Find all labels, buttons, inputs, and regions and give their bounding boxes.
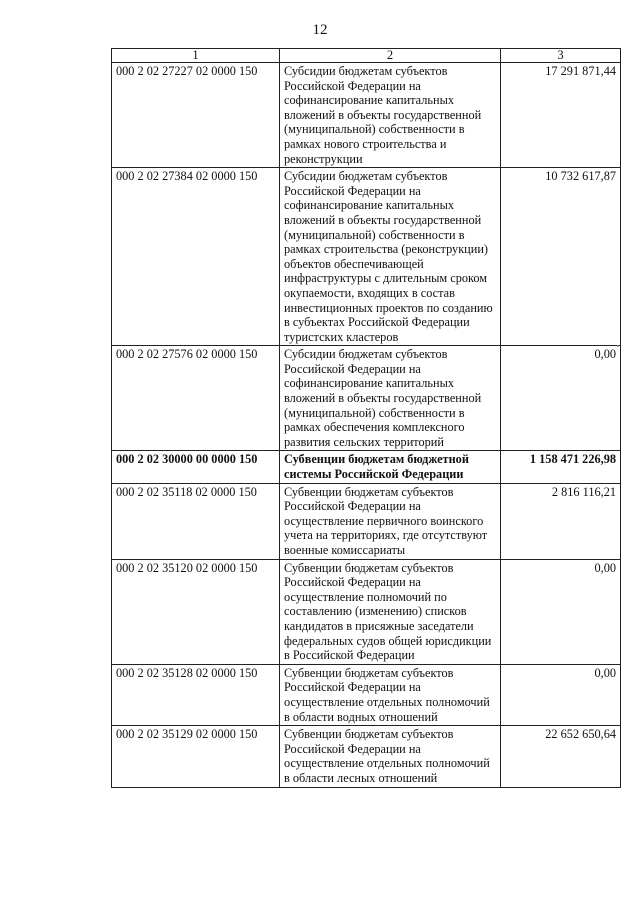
amount-cell: 0,00 [501,346,621,451]
budget-code-cell: 000 2 02 30000 00 0000 150 [112,451,280,483]
budget-code-cell: 000 2 02 35120 02 0000 150 [112,559,280,664]
table-row [112,168,621,346]
table-header-row [112,49,621,63]
budget-item-name-cell: Субсидии бюджетам субъектов Российской Федерации на софинансирование капитальных вложений в объекты государственной (муниципальной) собственности в рамках нового строительства и реконструкции [280,63,501,168]
amount-cell: 0,00 [501,559,621,664]
amount-cell: 2 816 116,21 [501,483,621,559]
table-row [112,63,621,168]
budget-code-cell: 000 2 02 35118 02 0000 150 [112,483,280,559]
table-row [112,346,621,451]
budget-item-name-cell: Субвенции бюджетам субъектов Российской Федерации на осуществление отдельных полномочий в области лесных отношений [280,726,501,787]
column-header-code: 1 [112,49,280,63]
budget-item-name-cell: Субвенции бюджетам бюджетной системы Российской Федерации [280,451,501,483]
budget-item-name-cell: Субвенции бюджетам субъектов Российской Федерации на осуществление первичного воинского учета на территориях, где отсутствуют военные комиссариаты [280,483,501,559]
budget-code-cell: 000 2 02 27227 02 0000 150 [112,63,280,168]
table-row [112,664,621,725]
budget-item-name-cell: Субсидии бюджетам субъектов Российской Федерации на софинансирование капитальных вложений в объекты государственной (муниципальной) собственности в рамках строительства (реконструкции) объектов обеспечивающей инфраструктуры с длительным сроком окупаемости, входящих в состав инвестиционных проектов по созданию в субъектах Российской Федерации туристских кластеров [280,168,501,346]
table-row [112,451,621,483]
budget-table [111,48,621,788]
budget-code-cell: 000 2 02 27384 02 0000 150 [112,168,280,346]
table-row [112,726,621,787]
scan-speck [617,345,619,347]
table-row [112,559,621,664]
budget-item-name-cell: Субвенции бюджетам субъектов Российской Федерации на осуществление полномочий по составлению (изменению) списков кандидатов в присяжные заседатели федеральных судов общей юрисдикции в Российской Федерации [280,559,501,664]
amount-cell: 0,00 [501,664,621,725]
amount-cell: 22 652 650,64 [501,726,621,787]
budget-code-cell: 000 2 02 35128 02 0000 150 [112,664,280,725]
page-number: 12 [312,22,328,38]
amount-cell: 1 158 471 226,98 [501,451,621,483]
budget-item-name-cell: Субвенции бюджетам субъектов Российской Федерации на осуществление отдельных полномочий в области водных отношений [280,664,501,725]
budget-item-name-cell: Субсидии бюджетам субъектов Российской Федерации на софинансирование капитальных вложений в объекты государственной (муниципальной) собственности в рамках обеспечения комплексного развития сельских территорий [280,346,501,451]
column-header-amount: 3 [501,49,621,63]
table-row [112,483,621,559]
column-header-name: 2 [280,49,501,63]
amount-cell: 10 732 617,87 [501,168,621,346]
amount-cell: 17 291 871,44 [501,63,621,168]
budget-code-cell: 000 2 02 35129 02 0000 150 [112,726,280,787]
budget-code-cell: 000 2 02 27576 02 0000 150 [112,346,280,451]
